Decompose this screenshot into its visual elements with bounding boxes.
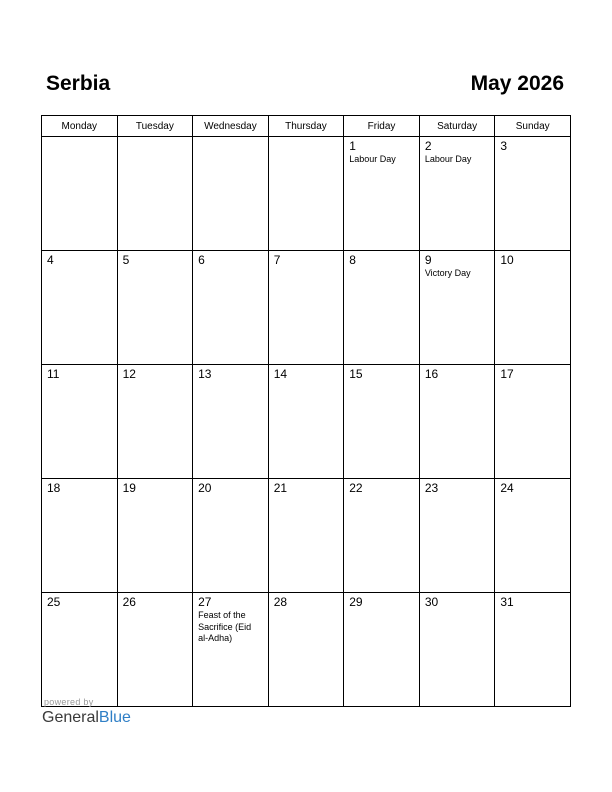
calendar-grid <box>41 115 571 707</box>
day-cell <box>117 593 193 707</box>
day-number: 11 <box>47 367 60 381</box>
day-number: 15 <box>349 367 363 381</box>
month-year-title: May 2026 <box>470 72 564 95</box>
week-row <box>42 365 571 479</box>
brand-blue-text: Blue <box>98 709 131 726</box>
day-number: 10 <box>500 253 514 267</box>
day-number: 24 <box>500 481 514 495</box>
week-row <box>42 593 571 707</box>
day-number: 18 <box>47 481 61 495</box>
day-cell <box>117 365 193 479</box>
day-cell <box>268 593 344 707</box>
holiday-label: Victory Day <box>424 268 471 278</box>
day-number: 3 <box>500 139 508 153</box>
day-cell <box>344 251 420 365</box>
weekday-header: Thursday <box>268 116 344 137</box>
weekday-header: Sunday <box>495 116 571 137</box>
holiday-label: Labour Day <box>349 154 396 164</box>
day-cell <box>268 365 344 479</box>
day-cell <box>419 365 495 479</box>
weekday-header-row <box>42 116 571 137</box>
holiday-label: Labour Day <box>424 154 472 164</box>
day-number: 4 <box>47 253 54 267</box>
day-cell <box>344 479 420 593</box>
day-cell <box>495 593 571 707</box>
day-cell <box>495 479 571 593</box>
day-cell <box>268 479 344 593</box>
day-cell <box>117 251 193 365</box>
country-title: Serbia <box>46 72 111 95</box>
day-number: 21 <box>273 481 288 495</box>
day-number: 6 <box>198 253 205 267</box>
day-cell <box>419 479 495 593</box>
day-number: 25 <box>47 595 61 609</box>
day-cell <box>344 137 420 251</box>
day-number: 9 <box>424 253 432 267</box>
day-cell <box>495 251 571 365</box>
week-row <box>42 137 571 251</box>
day-cell <box>419 137 495 251</box>
day-number: 22 <box>349 481 363 495</box>
day-number: 30 <box>424 595 439 609</box>
day-number: 2 <box>424 139 432 153</box>
weekday-header: Tuesday <box>117 116 193 137</box>
day-cell <box>42 137 118 251</box>
day-cell <box>193 593 269 707</box>
day-cell <box>193 251 269 365</box>
day-cell <box>344 365 420 479</box>
day-number: 31 <box>500 595 514 609</box>
week-row <box>42 251 571 365</box>
day-number: 14 <box>273 367 288 381</box>
day-number: 19 <box>122 481 136 495</box>
day-cell <box>117 137 193 251</box>
day-cell <box>193 137 269 251</box>
day-number: 1 <box>349 139 356 153</box>
day-cell <box>193 365 269 479</box>
day-number: 13 <box>198 367 212 381</box>
day-cell <box>495 137 571 251</box>
day-cell <box>42 251 118 365</box>
day-cell <box>117 479 193 593</box>
brand-general-text: General <box>42 709 99 726</box>
day-number: 20 <box>198 481 212 495</box>
day-number: 16 <box>424 367 439 381</box>
generalblue-logo[interactable] <box>42 708 131 728</box>
powered-by-text: powered by <box>44 697 94 707</box>
weekday-header: Saturday <box>419 116 495 137</box>
day-cell <box>495 365 571 479</box>
day-number: 17 <box>500 367 514 381</box>
week-row <box>42 479 571 593</box>
holiday-label: Feast of the Sacrifice (Eid al-Adha) <box>198 610 252 643</box>
day-number: 8 <box>349 253 356 267</box>
day-cell <box>344 593 420 707</box>
day-number: 12 <box>122 367 136 381</box>
day-cell <box>419 593 495 707</box>
weekday-header: Friday <box>344 116 420 137</box>
day-number: 27 <box>198 595 212 609</box>
day-cell <box>419 251 495 365</box>
day-number: 28 <box>273 595 288 609</box>
day-cell <box>268 251 344 365</box>
day-cell <box>42 479 118 593</box>
day-number: 5 <box>122 253 130 267</box>
day-cell <box>268 137 344 251</box>
day-number: 23 <box>424 481 439 495</box>
day-number: 26 <box>122 595 136 609</box>
day-cell <box>42 365 118 479</box>
day-cell <box>42 593 118 707</box>
day-cell <box>193 479 269 593</box>
day-number: 7 <box>273 253 281 267</box>
weekday-header: Monday <box>42 116 118 137</box>
weekday-header: Wednesday <box>193 116 269 137</box>
day-number: 29 <box>349 595 363 609</box>
